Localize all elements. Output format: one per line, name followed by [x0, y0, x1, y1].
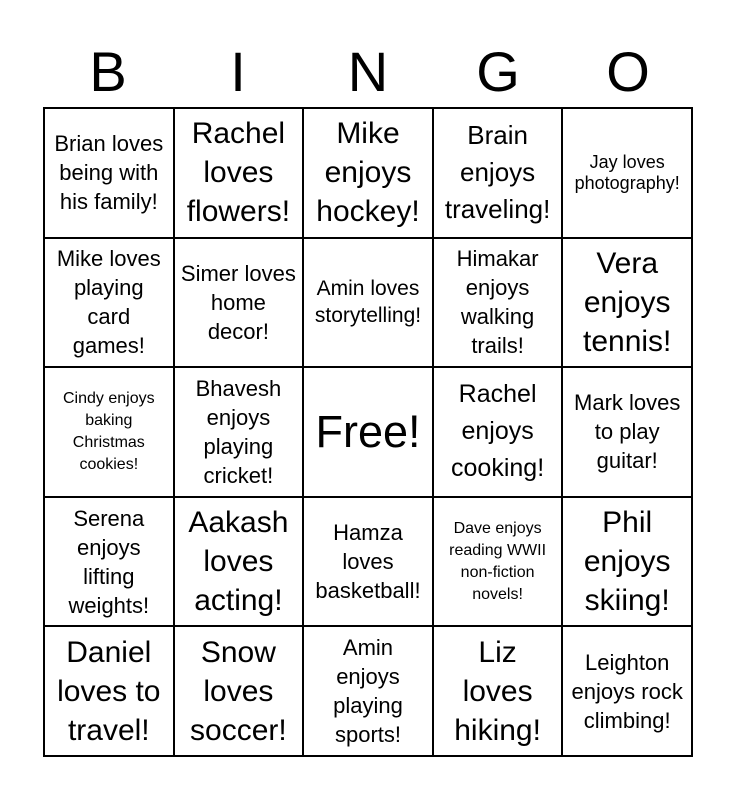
header-letter-i: I: [230, 40, 246, 103]
bingo-cell-r3-c4[interactable]: [433, 367, 563, 497]
cell-text: Serena enjoys lifting weights!: [68, 505, 150, 618]
cell-text: Amin enjoys playing sports!: [333, 635, 403, 748]
bingo-cell-r1-c3[interactable]: [303, 108, 433, 238]
bingo-cell-r2-c4[interactable]: [433, 238, 563, 368]
cell-text: Brain enjoys traveling!: [444, 120, 551, 225]
bingo-cell-r4-c2[interactable]: [174, 497, 304, 627]
bingo-cell-r3-c2[interactable]: [174, 367, 304, 497]
cell-text: Mike enjoys hockey!: [316, 117, 420, 229]
bingo-cell-r2-c3[interactable]: [303, 238, 433, 368]
bingo-cell-r5-c1[interactable]: [44, 626, 174, 756]
free-space-text: Free!: [315, 405, 421, 457]
bingo-cell-r3-c1[interactable]: [44, 367, 174, 497]
cell-text: Simer loves home decor!: [180, 260, 296, 344]
bingo-cell-r2-c1[interactable]: [44, 238, 174, 368]
bingo-cell-r2-c5[interactable]: [562, 238, 692, 368]
bingo-cell-r5-c2[interactable]: [174, 626, 304, 756]
cell-text: Liz loves hiking!: [454, 635, 541, 747]
cell-text: Jay loves photography!: [574, 151, 680, 193]
cell-text: Daniel loves to travel!: [57, 635, 161, 747]
bingo-cell-r5-c3[interactable]: [303, 626, 433, 756]
bingo-cell-r1-c2[interactable]: [174, 108, 304, 238]
cell-text: Phil enjoys skiing!: [583, 506, 671, 618]
cell-text: Mark loves to play guitar!: [574, 390, 681, 474]
header-letter-g: G: [476, 40, 520, 103]
bingo-cell-r1-c1[interactable]: [44, 108, 174, 238]
cell-text: Vera enjoys tennis!: [583, 246, 672, 358]
bingo-cell-r3-c5[interactable]: [562, 367, 692, 497]
bingo-cell-r5-c4[interactable]: [433, 626, 563, 756]
cell-text: Amin loves storytelling!: [314, 277, 422, 328]
bingo-cell-r4-c4[interactable]: [433, 497, 563, 627]
cell-text: Leighton enjoys rock climbing!: [571, 649, 683, 733]
bingo-cell-r4-c5[interactable]: [562, 497, 692, 627]
bingo-cell-r5-c5[interactable]: [562, 626, 692, 756]
cell-text: Dave enjoys reading WWII non-fiction novels!: [449, 519, 547, 603]
bingo-cell-r4-c1[interactable]: [44, 497, 174, 627]
cell-text: Aakash loves acting!: [188, 506, 289, 618]
cell-text: Rachel loves flowers!: [186, 117, 291, 229]
cell-text: Mike loves playing card games!: [56, 246, 161, 359]
cell-text: Rachel enjoys cooking!: [451, 380, 545, 483]
cell-text: Cindy enjoys baking Christmas cookies!: [62, 389, 155, 473]
bingo-header: [43, 38, 693, 106]
cell-text: Snow loves soccer!: [190, 635, 287, 747]
bingo-card-grid: [43, 107, 693, 757]
bingo-cell-r1-c5[interactable]: [562, 108, 692, 238]
bingo-cell-free[interactable]: [303, 367, 433, 497]
header-letter-n: N: [347, 40, 389, 103]
cell-text: Hamza loves basketball!: [315, 520, 421, 604]
bingo-cell-r4-c3[interactable]: [303, 497, 433, 627]
cell-text: Himakar enjoys walking trails!: [456, 246, 539, 359]
bingo-cell-r2-c2[interactable]: [174, 238, 304, 368]
bingo-cell-r1-c4[interactable]: [433, 108, 563, 238]
cell-text: Brian loves being with his family!: [54, 131, 164, 215]
header-letter-b: B: [89, 40, 127, 103]
header-letter-o: O: [606, 40, 650, 103]
cell-text: Bhavesh enjoys playing cricket!: [195, 375, 282, 488]
